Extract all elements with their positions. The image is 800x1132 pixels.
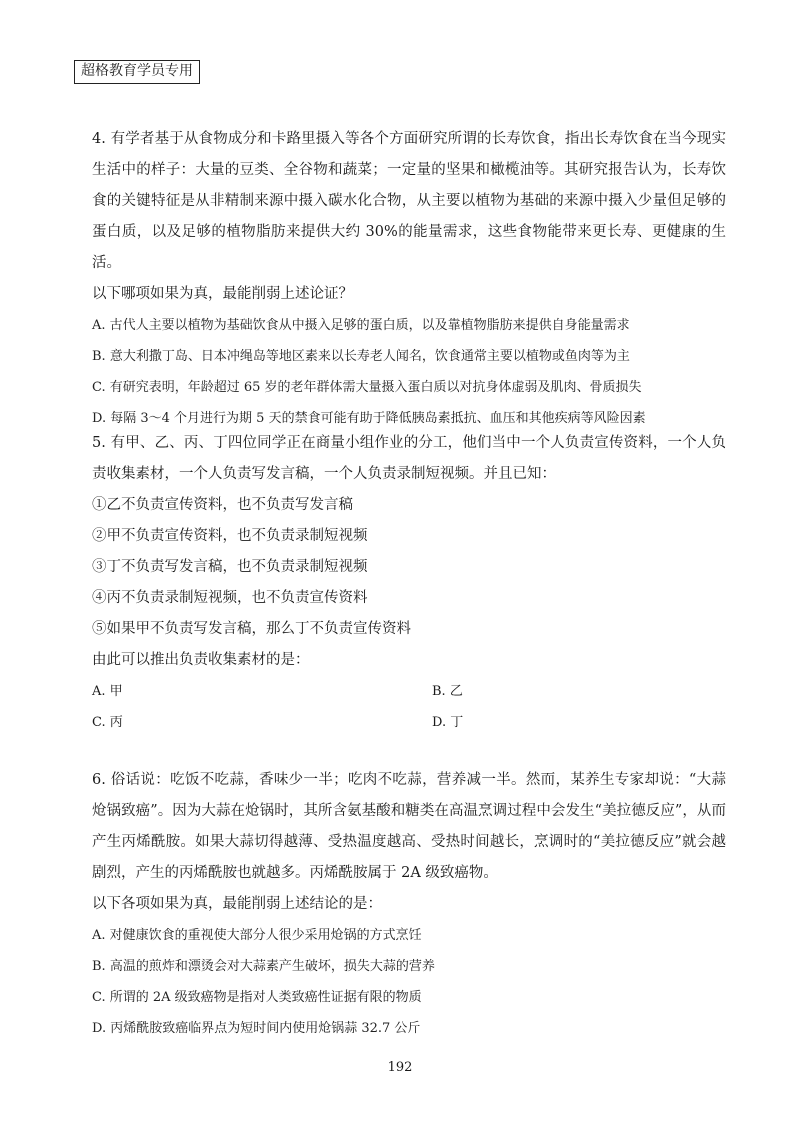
question-5-option-b[interactable]: B. 乙	[432, 684, 463, 699]
question-5-condition-1: ①乙不负责宣传资料，也不负责写发言稿	[92, 497, 353, 513]
question-5-options	[76, 676, 726, 738]
question-4-stem: 4. 有学者基于从食物成分和卡路里摄入等各个方面研究所谓的长寿饮食，指出长寿饮食在当今现实生活中的样子：大量的豆类、全谷物和蔬菜；一定量的坚果和橄榄油等。其研究报告认为，长寿饮食的关键特征是从非精制来源中摄入碳水化合物，从主要以植物为基础的来源中摄入少量但足够的蛋白质，以及足够的植物脂肪来提供大约 30%的能量需求，这些食物能带来更长寿、更健康的生活。	[92, 131, 726, 271]
question-5-condition-4: ④丙不负责录制短视频，也不负责宣传资料	[92, 590, 368, 606]
question-6-option-b[interactable]: B. 高温的煎炸和漂烫会对大蒜素产生破坏，损失大蒜的营养	[92, 959, 435, 974]
question-6-stem: 6. 俗话说：吃饭不吃蒜，香味少一半；吃肉不吃蒜，营养减一半。然而，某养生专家却说：“大蒜炝锅致癌”。因为大蒜在炝锅时，其所含氨基酸和糖类在高温烹调过程中会发生“美拉德反应”，从而产生丙烯酰胺。如果大蒜切得越薄、受热温度越高、受热时间越长，烹调时的“美拉德反应”就会越剧烈，产生的丙烯酰胺也就越多。丙烯酰胺属于 2A 级致癌物。	[92, 772, 726, 881]
question-6-option-d[interactable]: D. 丙烯酰胺致癌临界点为短时间内使用炝锅蒜 32.7 公斤	[92, 1021, 421, 1036]
question-4-option-c[interactable]: C. 有研究表明，年龄超过 65 岁的老年群体需大量摄入蛋白质以对抗身体虚弱及肌肉、骨质损失	[92, 380, 642, 395]
question-6-option-c[interactable]: C. 所谓的 2A 级致癌物是指对人类致癌性证据有限的物质	[92, 990, 422, 1005]
question-6	[76, 765, 726, 1044]
question-4-option-d[interactable]: D. 每隔 3～4 个月进行为期 5 天的禁食可能有助于降低胰岛素抵抗、血压和其他疾病等风险因素	[92, 411, 646, 426]
question-4-option-a[interactable]: A. 古代人主要以植物为基础饮食从中摄入足够的蛋白质，以及靠植物脂肪来提供自身能量需求	[92, 318, 630, 333]
question-5-stem: 5. 有甲、乙、丙、丁四位同学正在商量小组作业的分工，他们当中一个人负责宣传资料，一个人负责收集素材，一个人负责写发言稿，一个人负责录制短视频。并且已知：	[92, 435, 726, 482]
question-5	[76, 428, 726, 738]
question-4	[76, 124, 726, 434]
question-5-option-a[interactable]: A. 甲	[92, 684, 123, 699]
question-4-prompt: 以下哪项如果为真，最能削弱上述论证？	[92, 286, 353, 302]
question-5-prompt: 由此可以推出负责收集素材的是：	[92, 652, 310, 668]
question-5-option-c[interactable]: C. 丙	[92, 715, 123, 730]
header-label: 超格教育学员专用	[74, 60, 200, 84]
question-6-option-a[interactable]: A. 对健康饮食的重视使大部分人很少采用炝锅的方式烹饪	[92, 928, 422, 943]
question-4-option-b[interactable]: B. 意大利撒丁岛、日本冲绳岛等地区素来以长寿老人闻名，饮食通常主要以植物或鱼肉等为主	[92, 349, 630, 364]
question-5-option-d[interactable]: D. 丁	[432, 715, 464, 730]
question-5-condition-3: ③丁不负责写发言稿，也不负责录制短视频	[92, 559, 368, 575]
question-6-prompt: 以下各项如果为真，最能削弱上述结论的是：	[92, 896, 382, 912]
question-5-condition-2: ②甲不负责宣传资料，也不负责录制短视频	[92, 528, 368, 544]
page-number: 192	[387, 1060, 413, 1075]
question-5-condition-5: ⑤如果甲不负责写发言稿，那么丁不负责宣传资料	[92, 621, 411, 637]
